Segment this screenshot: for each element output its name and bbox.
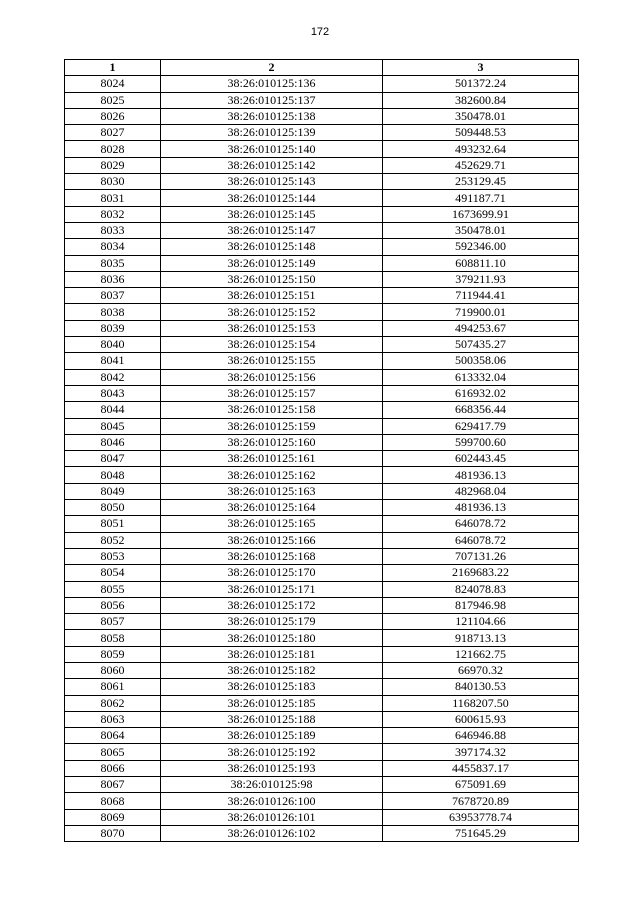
- row-number-cell: 8044: [65, 402, 161, 418]
- cadastral-number-cell: 38:26:010125:137: [161, 92, 383, 108]
- table-row: [65, 174, 579, 190]
- cadastral-number-cell: 38:26:010125:181: [161, 646, 383, 662]
- row-number-cell: 8045: [65, 418, 161, 434]
- row-number-cell: 8029: [65, 157, 161, 173]
- row-number-cell: 8053: [65, 548, 161, 564]
- row-number-cell: 8062: [65, 695, 161, 711]
- value-cell: 600615.93: [383, 711, 579, 727]
- row-number-cell: 8063: [65, 711, 161, 727]
- cadastral-number-cell: 38:26:010125:188: [161, 711, 383, 727]
- row-number-cell: 8040: [65, 337, 161, 353]
- table-row: [65, 222, 579, 238]
- table-row: [65, 402, 579, 418]
- table-row: [65, 777, 579, 793]
- row-number-cell: 8059: [65, 646, 161, 662]
- row-number-cell: 8067: [65, 777, 161, 793]
- table-body: [65, 76, 579, 842]
- value-cell: 66970.32: [383, 662, 579, 678]
- cadastral-number-cell: 38:26:010126:101: [161, 809, 383, 825]
- cadastral-number-cell: 38:26:010125:157: [161, 385, 383, 401]
- table-row: [65, 239, 579, 255]
- row-number-cell: 8046: [65, 434, 161, 450]
- table-row: [65, 614, 579, 630]
- value-cell: 7678720.89: [383, 793, 579, 809]
- value-cell: 599700.60: [383, 434, 579, 450]
- cadastral-number-cell: 38:26:010125:150: [161, 271, 383, 287]
- table-row: [65, 434, 579, 450]
- row-number-cell: 8036: [65, 271, 161, 287]
- row-number-cell: 8065: [65, 744, 161, 760]
- table-row: [65, 385, 579, 401]
- value-cell: 481936.13: [383, 467, 579, 483]
- value-cell: 482968.04: [383, 483, 579, 499]
- value-cell: 707131.26: [383, 548, 579, 564]
- table-row: [65, 695, 579, 711]
- value-cell: 350478.01: [383, 222, 579, 238]
- cadastral-number-cell: 38:26:010125:163: [161, 483, 383, 499]
- value-cell: 1168207.50: [383, 695, 579, 711]
- value-cell: 493232.64: [383, 141, 579, 157]
- row-number-cell: 8055: [65, 581, 161, 597]
- row-number-cell: 8033: [65, 222, 161, 238]
- value-cell: 592346.00: [383, 239, 579, 255]
- cadastral-number-cell: 38:26:010125:98: [161, 777, 383, 793]
- table-row: [65, 353, 579, 369]
- value-cell: 616932.02: [383, 385, 579, 401]
- value-cell: 824078.83: [383, 581, 579, 597]
- column-header-2: 2: [161, 60, 383, 76]
- table-row: [65, 76, 579, 92]
- cadastral-number-cell: 38:26:010125:154: [161, 337, 383, 353]
- value-cell: 491187.71: [383, 190, 579, 206]
- value-cell: 452629.71: [383, 157, 579, 173]
- value-cell: 501372.24: [383, 76, 579, 92]
- row-number-cell: 8041: [65, 353, 161, 369]
- table-row: [65, 451, 579, 467]
- cadastral-number-cell: 38:26:010125:185: [161, 695, 383, 711]
- row-number-cell: 8030: [65, 174, 161, 190]
- table-row: [65, 255, 579, 271]
- cadastral-number-cell: 38:26:010125:162: [161, 467, 383, 483]
- cadastral-number-cell: 38:26:010125:189: [161, 728, 383, 744]
- cadastral-number-cell: 38:26:010125:183: [161, 679, 383, 695]
- row-number-cell: 8032: [65, 206, 161, 222]
- row-number-cell: 8034: [65, 239, 161, 255]
- table-row: [65, 206, 579, 222]
- row-number-cell: 8038: [65, 304, 161, 320]
- table-row: [65, 646, 579, 662]
- table-row: [65, 630, 579, 646]
- row-number-cell: 8043: [65, 385, 161, 401]
- column-header-3: 3: [383, 60, 579, 76]
- value-cell: 602443.45: [383, 451, 579, 467]
- cadastral-number-cell: 38:26:010125:149: [161, 255, 383, 271]
- table-row: [65, 337, 579, 353]
- cadastral-number-cell: 38:26:010125:144: [161, 190, 383, 206]
- cadastral-number-cell: 38:26:010125:158: [161, 402, 383, 418]
- cadastral-number-cell: 38:26:010125:172: [161, 597, 383, 613]
- value-cell: 918713.13: [383, 630, 579, 646]
- row-number-cell: 8070: [65, 825, 161, 841]
- cadastral-number-cell: 38:26:010125:170: [161, 565, 383, 581]
- cadastral-number-cell: 38:26:010125:159: [161, 418, 383, 434]
- cadastral-number-cell: 38:26:010125:138: [161, 108, 383, 124]
- cadastral-number-cell: 38:26:010125:180: [161, 630, 383, 646]
- table-row: [65, 662, 579, 678]
- value-cell: 121662.75: [383, 646, 579, 662]
- cadastral-number-cell: 38:26:010126:102: [161, 825, 383, 841]
- row-number-cell: 8037: [65, 288, 161, 304]
- value-cell: 63953778.74: [383, 809, 579, 825]
- table-row: [65, 483, 579, 499]
- cadastral-number-cell: 38:26:010125:192: [161, 744, 383, 760]
- cadastral-number-cell: 38:26:010125:147: [161, 222, 383, 238]
- row-number-cell: 8025: [65, 92, 161, 108]
- row-number-cell: 8027: [65, 125, 161, 141]
- cadastral-number-cell: 38:26:010125:140: [161, 141, 383, 157]
- cadastral-number-cell: 38:26:010125:179: [161, 614, 383, 630]
- cadastral-number-cell: 38:26:010125:136: [161, 76, 383, 92]
- value-cell: 608811.10: [383, 255, 579, 271]
- cadastral-number-cell: 38:26:010125:155: [161, 353, 383, 369]
- table-row: [65, 92, 579, 108]
- cadastral-number-cell: 38:26:010125:164: [161, 500, 383, 516]
- table-row: [65, 500, 579, 516]
- value-cell: 817946.98: [383, 597, 579, 613]
- table-row: [65, 744, 579, 760]
- row-number-cell: 8051: [65, 516, 161, 532]
- table-row: [65, 565, 579, 581]
- cadastral-number-cell: 38:26:010125:166: [161, 532, 383, 548]
- row-number-cell: 8060: [65, 662, 161, 678]
- value-cell: 675091.69: [383, 777, 579, 793]
- table-row: [65, 125, 579, 141]
- cadastral-number-cell: 38:26:010125:171: [161, 581, 383, 597]
- table-row: [65, 581, 579, 597]
- table-row: [65, 825, 579, 841]
- column-header-1: 1: [65, 60, 161, 76]
- cadastral-number-cell: 38:26:010125:148: [161, 239, 383, 255]
- table-row: [65, 516, 579, 532]
- table-row: [65, 369, 579, 385]
- value-cell: 646078.72: [383, 532, 579, 548]
- cadastral-number-cell: 38:26:010125:168: [161, 548, 383, 564]
- cadastral-number-cell: 38:26:010125:161: [161, 451, 383, 467]
- row-number-cell: 8031: [65, 190, 161, 206]
- row-number-cell: 8047: [65, 451, 161, 467]
- table-row: [65, 288, 579, 304]
- row-number-cell: 8061: [65, 679, 161, 695]
- cadastral-number-cell: 38:26:010125:182: [161, 662, 383, 678]
- cadastral-number-cell: 38:26:010125:142: [161, 157, 383, 173]
- table-header-row: [65, 60, 579, 76]
- row-number-cell: 8056: [65, 597, 161, 613]
- row-number-cell: 8068: [65, 793, 161, 809]
- value-cell: 500358.06: [383, 353, 579, 369]
- value-cell: 397174.32: [383, 744, 579, 760]
- table-row: [65, 532, 579, 548]
- cadastral-number-cell: 38:26:010125:151: [161, 288, 383, 304]
- row-number-cell: 8035: [65, 255, 161, 271]
- cadastral-number-cell: 38:26:010125:153: [161, 320, 383, 336]
- table-row: [65, 271, 579, 287]
- cadastral-number-cell: 38:26:010125:156: [161, 369, 383, 385]
- value-cell: 840130.53: [383, 679, 579, 695]
- table-row: [65, 190, 579, 206]
- row-number-cell: 8069: [65, 809, 161, 825]
- value-cell: 719900.01: [383, 304, 579, 320]
- row-number-cell: 8064: [65, 728, 161, 744]
- row-number-cell: 8054: [65, 565, 161, 581]
- data-table: [64, 59, 579, 842]
- row-number-cell: 8048: [65, 467, 161, 483]
- table-row: [65, 418, 579, 434]
- cadastral-number-cell: 38:26:010126:100: [161, 793, 383, 809]
- row-number-cell: 8042: [65, 369, 161, 385]
- value-cell: 4455837.17: [383, 760, 579, 776]
- cadastral-number-cell: 38:26:010125:193: [161, 760, 383, 776]
- cadastral-number-cell: 38:26:010125:165: [161, 516, 383, 532]
- value-cell: 751645.29: [383, 825, 579, 841]
- table-row: [65, 141, 579, 157]
- value-cell: 711944.41: [383, 288, 579, 304]
- cadastral-number-cell: 38:26:010125:160: [161, 434, 383, 450]
- row-number-cell: 8050: [65, 500, 161, 516]
- value-cell: 350478.01: [383, 108, 579, 124]
- cadastral-number-cell: 38:26:010125:143: [161, 174, 383, 190]
- value-cell: 382600.84: [383, 92, 579, 108]
- value-cell: 1673699.91: [383, 206, 579, 222]
- table-row: [65, 793, 579, 809]
- table-row: [65, 320, 579, 336]
- value-cell: 507435.27: [383, 337, 579, 353]
- value-cell: 494253.67: [383, 320, 579, 336]
- value-cell: 613332.04: [383, 369, 579, 385]
- value-cell: 629417.79: [383, 418, 579, 434]
- cadastral-number-cell: 38:26:010125:139: [161, 125, 383, 141]
- table-row: [65, 597, 579, 613]
- row-number-cell: 8066: [65, 760, 161, 776]
- cadastral-number-cell: 38:26:010125:152: [161, 304, 383, 320]
- row-number-cell: 8052: [65, 532, 161, 548]
- table-row: [65, 467, 579, 483]
- table-row: [65, 304, 579, 320]
- row-number-cell: 8058: [65, 630, 161, 646]
- row-number-cell: 8039: [65, 320, 161, 336]
- value-cell: 509448.53: [383, 125, 579, 141]
- row-number-cell: 8024: [65, 76, 161, 92]
- value-cell: 2169683.22: [383, 565, 579, 581]
- row-number-cell: 8028: [65, 141, 161, 157]
- value-cell: 646078.72: [383, 516, 579, 532]
- value-cell: 668356.44: [383, 402, 579, 418]
- table-row: [65, 728, 579, 744]
- value-cell: 379211.93: [383, 271, 579, 287]
- table-row: [65, 108, 579, 124]
- value-cell: 646946.88: [383, 728, 579, 744]
- value-cell: 481936.13: [383, 500, 579, 516]
- table-row: [65, 760, 579, 776]
- table-row: [65, 157, 579, 173]
- table-row: [65, 548, 579, 564]
- page-number: 172: [310, 26, 330, 38]
- value-cell: 121104.66: [383, 614, 579, 630]
- value-cell: 253129.45: [383, 174, 579, 190]
- row-number-cell: 8026: [65, 108, 161, 124]
- row-number-cell: 8057: [65, 614, 161, 630]
- table-row: [65, 809, 579, 825]
- table-row: [65, 711, 579, 727]
- row-number-cell: 8049: [65, 483, 161, 499]
- cadastral-number-cell: 38:26:010125:145: [161, 206, 383, 222]
- table-row: [65, 679, 579, 695]
